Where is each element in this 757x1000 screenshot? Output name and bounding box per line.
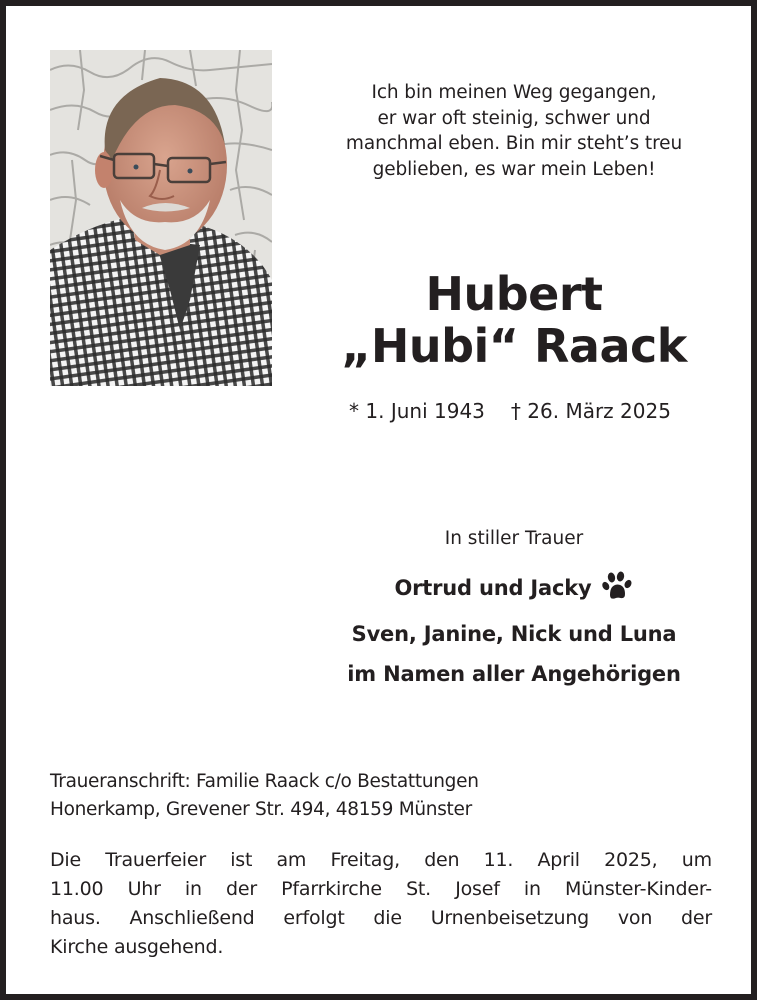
ceremony-word: Münster-Kinder- xyxy=(564,878,712,900)
ceremony-word: in xyxy=(523,878,541,900)
address-line: Honerkamp, Grevener Str. 494, 48159 Münster xyxy=(50,799,472,820)
mourner-line: Sven, Janine, Nick und Luna xyxy=(351,622,677,646)
ceremony-word: Urnenbeisetzung xyxy=(430,907,590,929)
ceremony-word: am xyxy=(276,849,307,871)
ceremony-line xyxy=(50,875,712,904)
ceremony-word: haus. xyxy=(50,907,101,929)
ceremony-word: Freitag, xyxy=(330,849,400,871)
nickname-surname: „Hubi“ Raack xyxy=(341,319,687,373)
obituary-frame xyxy=(6,6,751,994)
ceremony-word: Kirche ausgehend. xyxy=(50,936,224,958)
mourner-line: im Namen aller Angehörigen xyxy=(347,662,681,686)
portrait-photo xyxy=(50,50,272,386)
ceremony-word: die xyxy=(373,907,402,929)
ceremony-word: den xyxy=(424,849,460,871)
ceremony-word: der xyxy=(226,878,257,900)
ceremony-line xyxy=(50,904,712,933)
poem-line: geblieben, es war mein Leben! xyxy=(372,158,656,180)
cross-icon: † xyxy=(510,399,521,423)
address-line: Traueranschrift: Familie Raack c/o Bestattungen xyxy=(50,771,479,792)
condolence-address xyxy=(50,768,710,824)
ceremony-word: Die xyxy=(50,849,81,871)
paw-print-icon xyxy=(602,571,634,614)
mourning-intro: In stiller Trauer xyxy=(444,528,584,549)
ceremony-line xyxy=(50,846,712,875)
first-name: Hubert xyxy=(425,267,603,321)
ceremony-word: Uhr xyxy=(127,878,161,900)
ceremony-word: der xyxy=(681,907,712,929)
ceremony-word: Anschließend xyxy=(129,907,255,929)
portrait-photo-icon xyxy=(50,50,272,386)
deceased-name xyxy=(306,268,722,372)
birth-symbol: * xyxy=(349,399,360,423)
ceremony-word: 11.00 xyxy=(50,878,104,900)
ceremony-word: St. xyxy=(406,878,432,900)
ceremony-line xyxy=(50,933,712,962)
birth-date: 1. Juni 1943 xyxy=(365,399,485,423)
ceremony-word: in xyxy=(184,878,202,900)
death-date: 26. März 2025 xyxy=(527,399,671,423)
poem-line: er war oft steinig, schwer und xyxy=(377,107,651,129)
funeral-ceremony-info xyxy=(50,846,712,962)
ceremony-word: ist xyxy=(230,849,253,871)
ceremony-word: 2025, xyxy=(604,849,658,871)
mourner-text: Ortrud und Jacky xyxy=(394,576,592,600)
ceremony-word: um xyxy=(681,849,712,871)
ceremony-word: Josef xyxy=(455,878,500,900)
mourner-line xyxy=(302,568,726,614)
mourners-list xyxy=(302,568,726,694)
ceremony-word: Pfarrkirche xyxy=(281,878,382,900)
ceremony-word: Trauerfeier xyxy=(105,849,206,871)
memorial-poem xyxy=(306,80,722,182)
poem-line: Ich bin meinen Weg gegangen, xyxy=(371,82,657,103)
ceremony-word: April xyxy=(537,849,580,871)
ceremony-word: 11. xyxy=(483,849,514,871)
ceremony-word: von xyxy=(617,907,653,929)
poem-line: manchmal eben. Bin mir steht’s treu xyxy=(345,133,683,154)
life-dates xyxy=(302,398,718,424)
ceremony-word: erfolgt xyxy=(283,907,345,929)
